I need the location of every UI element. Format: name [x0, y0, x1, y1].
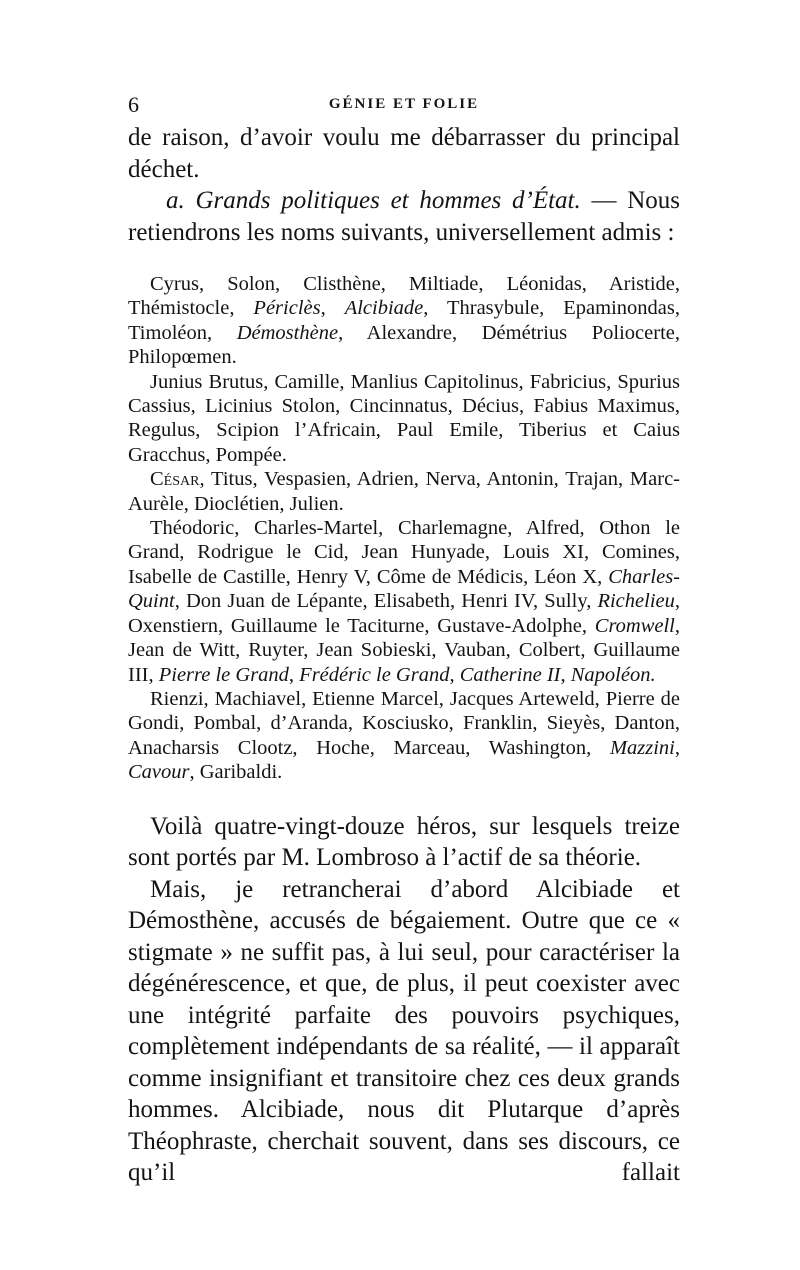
small-caps-name: César	[150, 468, 200, 491]
italic-name: Richelieu	[597, 590, 675, 613]
section-a-letter: a.	[166, 187, 185, 214]
italic-name: Frédéric le Grand	[299, 663, 450, 686]
names-paragraph-revolutionaries: Rienzi, Machiavel, Etienne Marcel, Jacques Arteweld, Pierre de Gondi, Pombal, d’Aranda, Kosciusko, Franklin, Sieyès, Danton, Anacharsis Clootz, Hoche, Marceau, Washington, Mazzini, Cavour, Garibaldi.	[128, 687, 680, 784]
italic-name: Alcibiade	[344, 297, 424, 320]
italic-name: Périclès	[253, 297, 321, 320]
section-a-heading: Grands politiques et hommes d’État.	[195, 187, 581, 214]
section-a-paragraph	[128, 185, 680, 248]
italic-name: Démosthène	[236, 321, 339, 344]
section-a-rest: — Nous retiendrons les noms suivants, universellement admis :	[128, 187, 680, 246]
italic-name: Cromwell	[594, 614, 675, 637]
names-list	[128, 272, 680, 785]
names-paragraph-greeks: Cyrus, Solon, Clisthène, Miltiade, Léonidas, Aristide, Thémistocle, Périclès, Alcibiade, Thrasybule, Epaminondas, Timoléon, Démosthène, Alexandre, Démétrius Poliocerte, Philopœmen.	[128, 273, 680, 369]
intro-text	[128, 122, 680, 185]
running-title: GÉNIE ET FOLIE	[328, 96, 480, 112]
names-paragraph-medieval-modern: Théodoric, Charles-Martel, Charlemagne, Alfred, Othon le Grand, Rodrigue le Cid, Jean Hunyade, Louis XI, Comines, Isabelle de Castille, Henry V, Côme de Médicis, Léon X, Charles-Quint, Don Juan de Lépante, Elisabeth, Henri IV, Sully, Richelieu, Oxenstiern, Guillaume le Taciturne, Gustave-Adolphe, Cromwell, Jean de Witt, Ruyter, Jean Sobieski, Vauban, Colbert, Guillaume III, Pierre le Grand, Frédéric le Grand, Catherine II, Napoléon.	[128, 517, 680, 686]
page-number: 6	[128, 92, 139, 117]
italic-name: Pierre le Grand	[158, 663, 289, 686]
italic-name: Charles-Quint	[128, 565, 680, 613]
italic-name: Napoléon.	[570, 663, 656, 686]
intro-line-2: déchet.	[128, 155, 200, 183]
italic-name: Cavour	[128, 761, 190, 784]
spacer	[128, 248, 680, 272]
italic-name: Catherine II	[459, 663, 561, 686]
conclusion-paragraph-1: Voilà quatre-vingt-douze héros, sur lesquels treize sont portés par M. Lombroso à l’actif de sa théorie.	[128, 812, 680, 872]
conclusion-paragraph-2: Mais, je retrancherai d’abord Alcibiade et Démosthène, accusés de bégaiement. Outre que ce « stigmate » ne suffit pas, à lui seul, pour caractériser la dégénérescence, et que, de plus, il peut coexister avec une intégrité parfaite des pouvoirs psychiques, complètement indépendants de sa réalité, — il apparaît comme insignifiant et transitoire chez ces deux grands hommes. Alcibiade, nous dit Plutarque d’après Théophraste, cherchait souvent, dans ses discours, ce qu’il fallait	[128, 875, 680, 1187]
page-header	[128, 92, 680, 117]
intro-line-1: de raison, d’avoir voulu me débarrasser du principal	[128, 124, 680, 151]
names-paragraph-romans: Junius Brutus, Camille, Manlius Capitolinus, Fabricius, Spurius Cassius, Licinius Stolon, Cincinnatus, Décius, Fabius Maximus, Regulus, Scipion l’Africain, Paul Emile, Tiberius et Caius Gracchus, Pompée.	[128, 370, 680, 466]
italic-name: Mazzini	[609, 736, 675, 759]
page-body	[128, 122, 680, 1189]
conclusion-text	[128, 811, 680, 1189]
names-paragraph-emperors: César, Titus, Vespasien, Adrien, Nerva, Antonin, Trajan, Marc-Aurèle, Dioclétien, Julien.	[128, 468, 680, 515]
spacer	[128, 785, 680, 811]
